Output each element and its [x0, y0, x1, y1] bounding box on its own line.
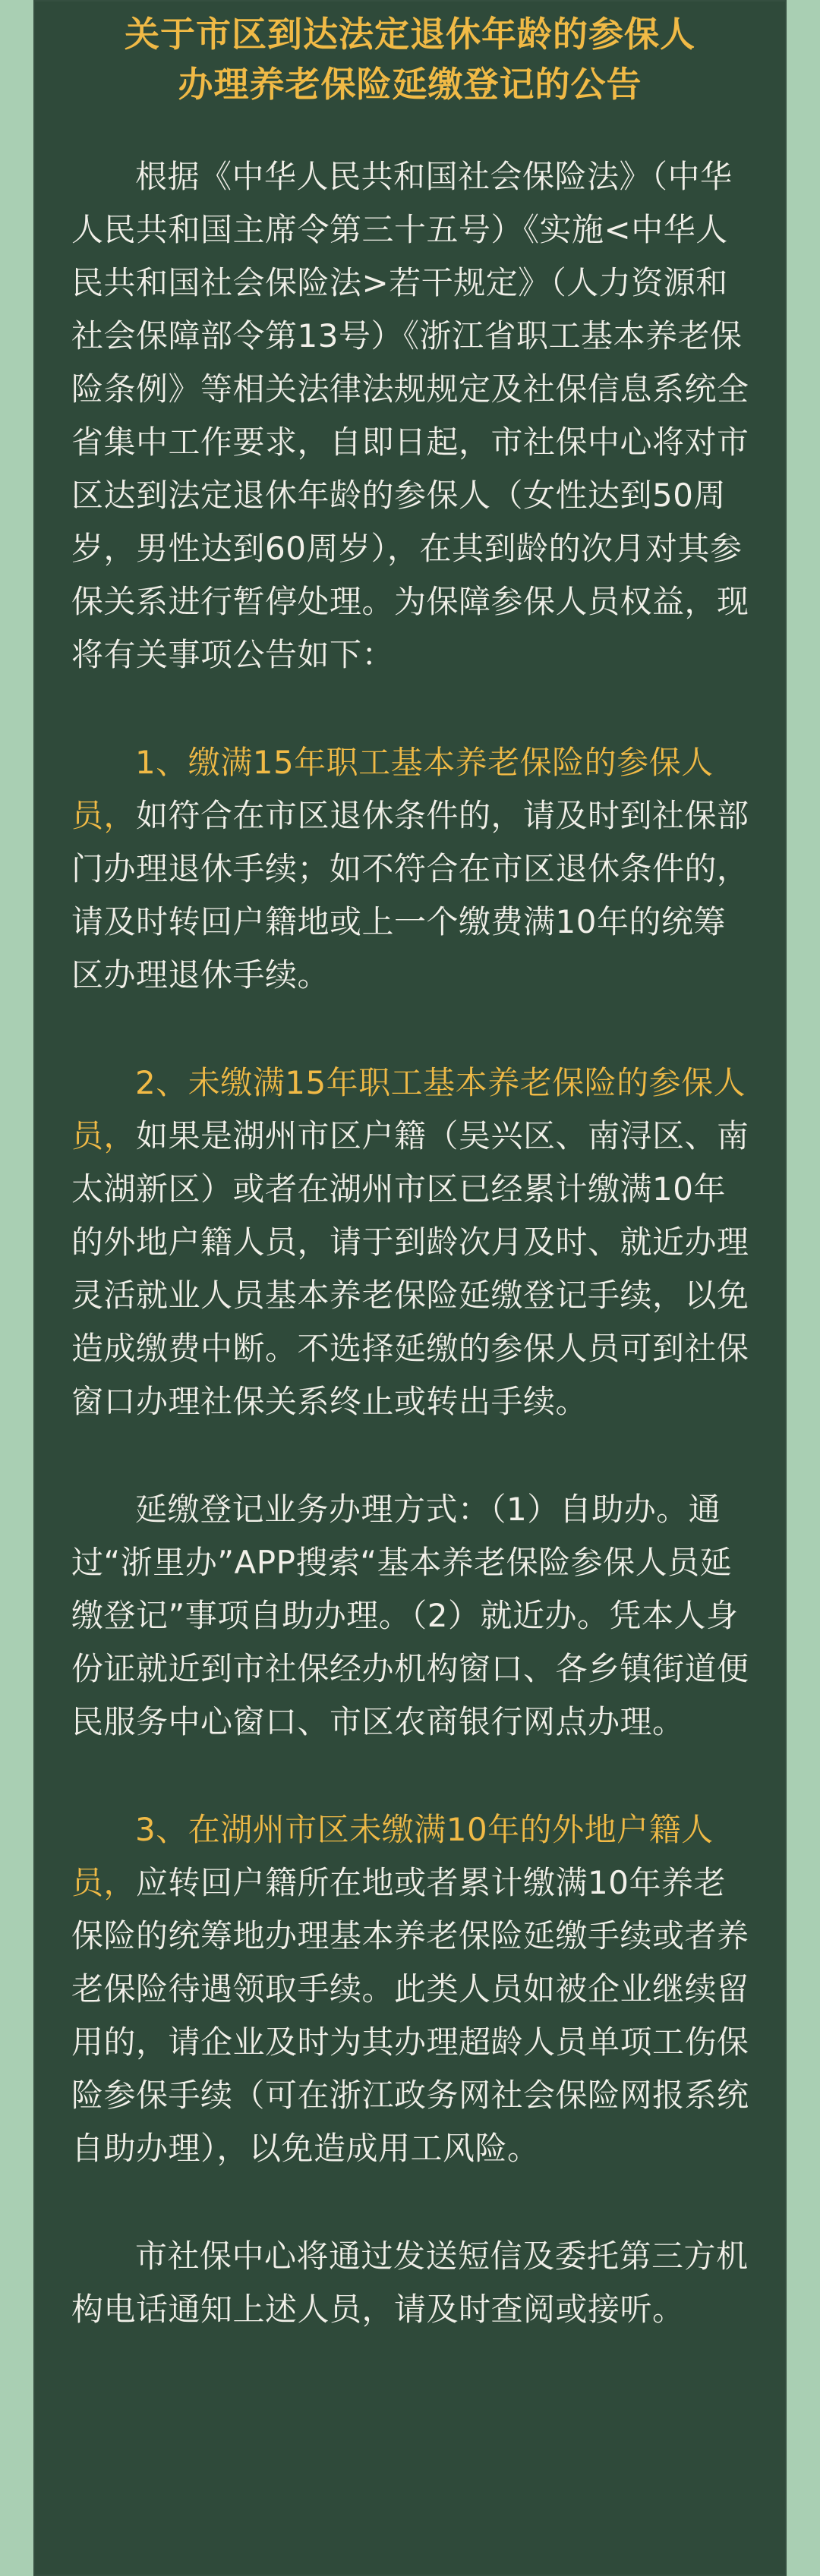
- item-2-paragraph: [71, 1057, 755, 1428]
- intro-paragraph: 根据《中华人民共和国社会保险法》（中华人民共和国主席令第三十五号）《实施<中华人民共和国社会保险法>若干规定》（人力资源和社会保障部令第13号）《浙江省职工基本养老保险条例》等相关法律法规规定及社保信息系统全省集中工作要求，自即日起，市社保中心将对市区达到法定退休年龄的参保人（女性达到50周岁，男性达到60周岁），在其到龄的次月对其参保关系进行暂停处理。为保障参保人员权益，现将有关事项公告如下：: [71, 158, 749, 673]
- item-1-text: 如符合在市区退休条件的，请及时到社保部门办理退休手续；如不符合在市区退休条件的，请及时转回户籍地或上一个缴费满10年的统筹区办理退休手续。: [71, 797, 749, 994]
- method-paragraph: 延缴登记业务办理方式：（1）自助办。通过“浙里办”APP搜索“基本养老保险参保人员延缴登记”事项自助办理。（2）就近办。凭本人身份证就近到市社保经办机构窗口、各乡镇街道便民服务中心窗口、市区农商银行网点办理。: [71, 1491, 749, 1740]
- notice-title-line-1: 关于市区到达法定退休年龄的参保人: [125, 14, 695, 55]
- item-2-text: 如果是湖州市区户籍（吴兴区、南浔区、南太湖新区）或者在湖州市区已经累计缴满10年的外地户籍人员，请于到龄次月及时、就近办理灵活就业人员基本养老保险延缴登记手续，以免造成缴费中断。不选择延缴的参保人员可到社保窗口办理社保关系终止或转出手续。: [71, 1117, 749, 1420]
- notice-title: [33, 9, 787, 109]
- item-1-highlight: 1、缴满15年职工基本养老保险的参保人员，: [71, 744, 714, 834]
- item-3-highlight: 3、在湖州市区未缴满10年的外地户籍人员，: [71, 1811, 714, 1901]
- item-2-highlight: 2、未缴满15年职工基本养老保险的参保人员，: [71, 1064, 746, 1154]
- closing-paragraph: 市社保中心将通过发送短信及委托第三方机构电话通知上述人员，请及时查阅或接听。: [71, 2237, 749, 2328]
- notice-body: [71, 150, 755, 2391]
- item-3-paragraph: [71, 1803, 755, 2175]
- item-1-paragraph: [71, 736, 755, 1002]
- notice-title-line-2: 办理养老保险延缴登记的公告: [178, 64, 642, 105]
- item-3-text: 应转回户籍所在地或者累计缴满10年养老保险的统筹地办理基本养老保险延缴手续或者养老保险待遇领取手续。此类人员如被企业继续留用的，请企业及时为其办理超龄人员单项工伤保险参保手续（可在浙江政务网社会保险网报系统自助办理），以免造成用工风险。: [71, 1864, 749, 2167]
